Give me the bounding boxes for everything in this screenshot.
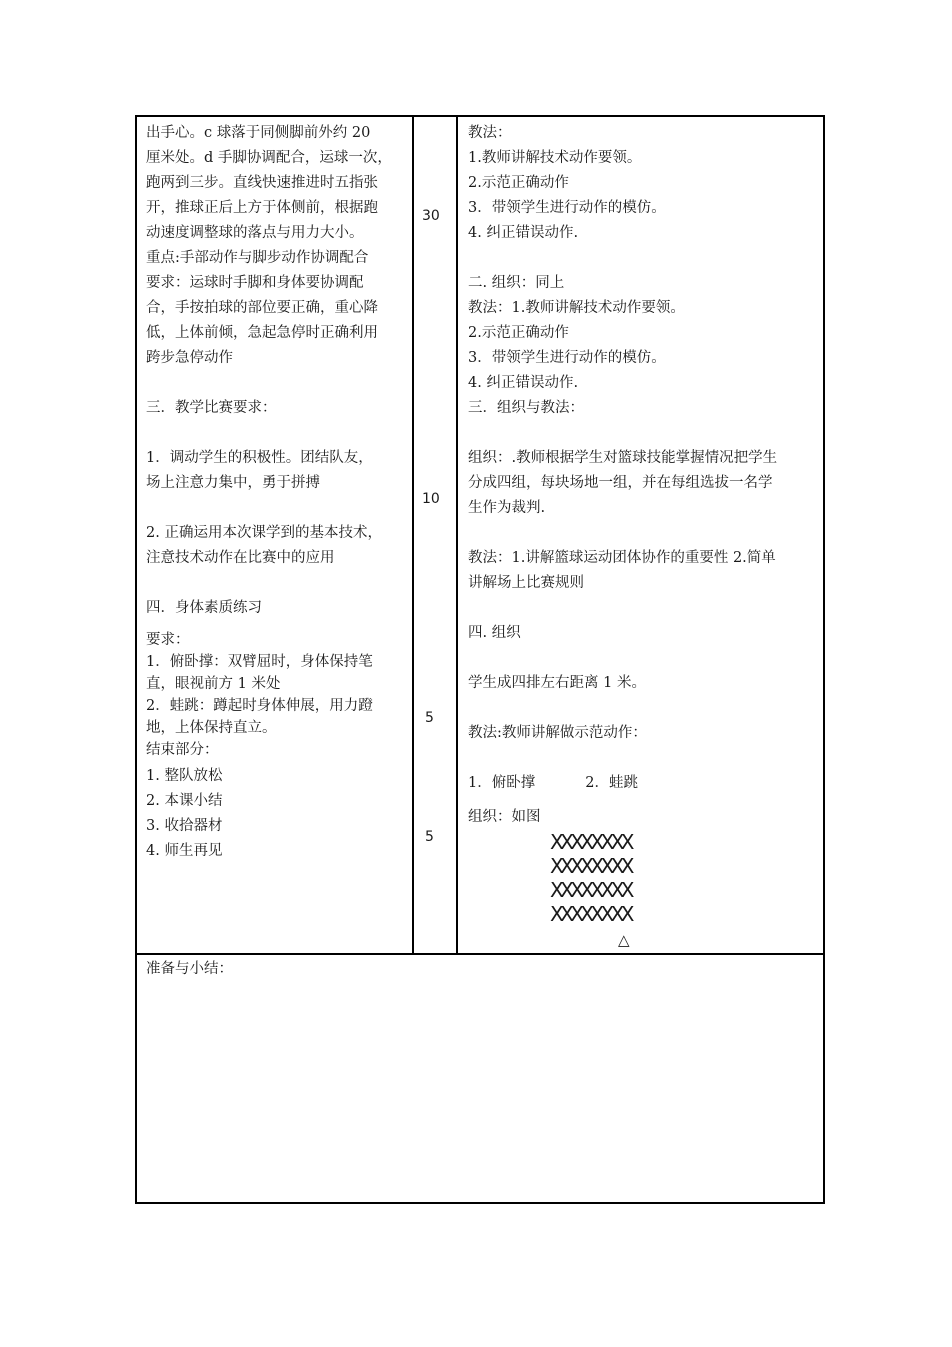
exercise-frog-jump: 2．蛙跳 — [585, 775, 638, 791]
text-line: 开，推球正后上方于体侧前，根据跑 — [146, 200, 378, 216]
text-line: 跨步急停动作 — [146, 350, 233, 366]
column-divider — [412, 117, 414, 954]
text-line: 4. 纠正错误动作. — [468, 225, 579, 241]
text-line: 重点:手部动作与脚步动作协调配合 — [146, 250, 369, 266]
requirements-block — [146, 629, 373, 761]
text-line: 直，眼视前方 1 米处 — [146, 676, 281, 692]
text-line: 3．带领学生进行动作的模仿。 — [468, 200, 666, 216]
text-line: 1．调动学生的积极性。团结队友， — [146, 450, 373, 466]
teacher-triangle: △ — [618, 931, 630, 949]
formation-row: XXXXXXXX — [550, 830, 631, 854]
text-line: 跑两到三步。直线快速推进时五指张 — [146, 175, 378, 191]
text-line: 教法：1.讲解篮球运动团体协作的重要性 2.简单 — [468, 550, 776, 566]
section-heading: 三．组织与教法： — [468, 400, 584, 416]
formation-row: XXXXXXXX — [550, 878, 631, 902]
text-line: 教法： — [468, 125, 512, 141]
text-line: 分成四组，每块场地一组，并在每组选拔一名学 — [468, 475, 773, 491]
ending-list — [146, 764, 222, 864]
text-line: 动速度调整球的落点与用力大小。 — [146, 225, 364, 241]
text-line: 场上注意力集中，勇于拼搏 — [146, 475, 320, 491]
text-line: 2. 正确运用本次课学到的基本技术， — [146, 525, 382, 541]
text-line: 生作为裁判. — [468, 500, 546, 516]
text-line: 出手心。c 球落于同侧脚前外约 20 — [146, 125, 371, 141]
text-line: 注意技术动作在比赛中的应用 — [146, 550, 335, 566]
org-figure-label: 组织：如图 — [468, 809, 541, 825]
list-item: 1. 整队放松 — [146, 768, 223, 784]
list-item: 3. 收拾器材 — [146, 818, 223, 834]
text-line: 教法：1.教师讲解技术动作要领。 — [468, 300, 685, 316]
time-value: 5 — [425, 710, 434, 726]
text-line: 合，手按拍球的部位要正确，重心降 — [146, 300, 378, 316]
time-value: 30 — [422, 208, 440, 224]
list-item: 2. 本课小结 — [146, 793, 223, 809]
time-value: 5 — [425, 829, 434, 845]
text-line: 厘米处。d 手脚协调配合，运球一次， — [146, 150, 392, 166]
exercise-pushup: 1．俯卧撑 — [468, 775, 536, 791]
lesson-plan-table — [135, 115, 825, 1204]
text-line: 教法:教师讲解做示范动作： — [468, 725, 647, 741]
summary-label: 准备与小结： — [146, 961, 233, 977]
text-line: 低，上体前倾，急起急停时正确利用 — [146, 325, 378, 341]
text-line: 4. 纠正错误动作. — [468, 375, 579, 391]
exercise-line — [468, 771, 777, 796]
text-line: 地，上体保持直立。 — [146, 720, 277, 736]
section-heading: 四．身体素质练习 — [146, 600, 262, 616]
right-column-content — [468, 121, 777, 796]
text-line: 1.教师讲解技术动作要领。 — [468, 150, 642, 166]
text-line: 3．带领学生进行动作的模仿。 — [468, 350, 666, 366]
section-heading: 三．教学比赛要求： — [146, 400, 277, 416]
text-line: 二. 组织：同上 — [468, 275, 565, 291]
text-line: 2.示范正确动作 — [468, 325, 569, 341]
formation-row: XXXXXXXX — [550, 902, 631, 926]
list-item: 4. 师生再见 — [146, 843, 223, 859]
text-line: 要求： — [146, 632, 190, 648]
text-line: 学生成四排左右距离 1 米。 — [468, 675, 646, 691]
text-line: 组织：.教师根据学生对篮球技能掌握情况把学生 — [468, 450, 778, 466]
text-line: 结束部分： — [146, 742, 219, 758]
column-divider — [456, 117, 458, 954]
left-column-content — [146, 121, 392, 621]
time-value: 10 — [422, 491, 440, 507]
text-line: 2．蛙跳：蹲起时身体伸展，用力蹬 — [146, 698, 373, 714]
text-line: 讲解场上比赛规则 — [468, 575, 584, 591]
text-line: 2.示范正确动作 — [468, 175, 569, 191]
text-line: 要求：运球时手脚和身体要协调配 — [146, 275, 364, 291]
formation-row: XXXXXXXX — [550, 854, 631, 878]
row-divider — [137, 953, 823, 955]
section-heading: 四. 组织 — [468, 625, 521, 641]
text-line: 1．俯卧撑：双臂屈时，身体保持笔 — [146, 654, 373, 670]
